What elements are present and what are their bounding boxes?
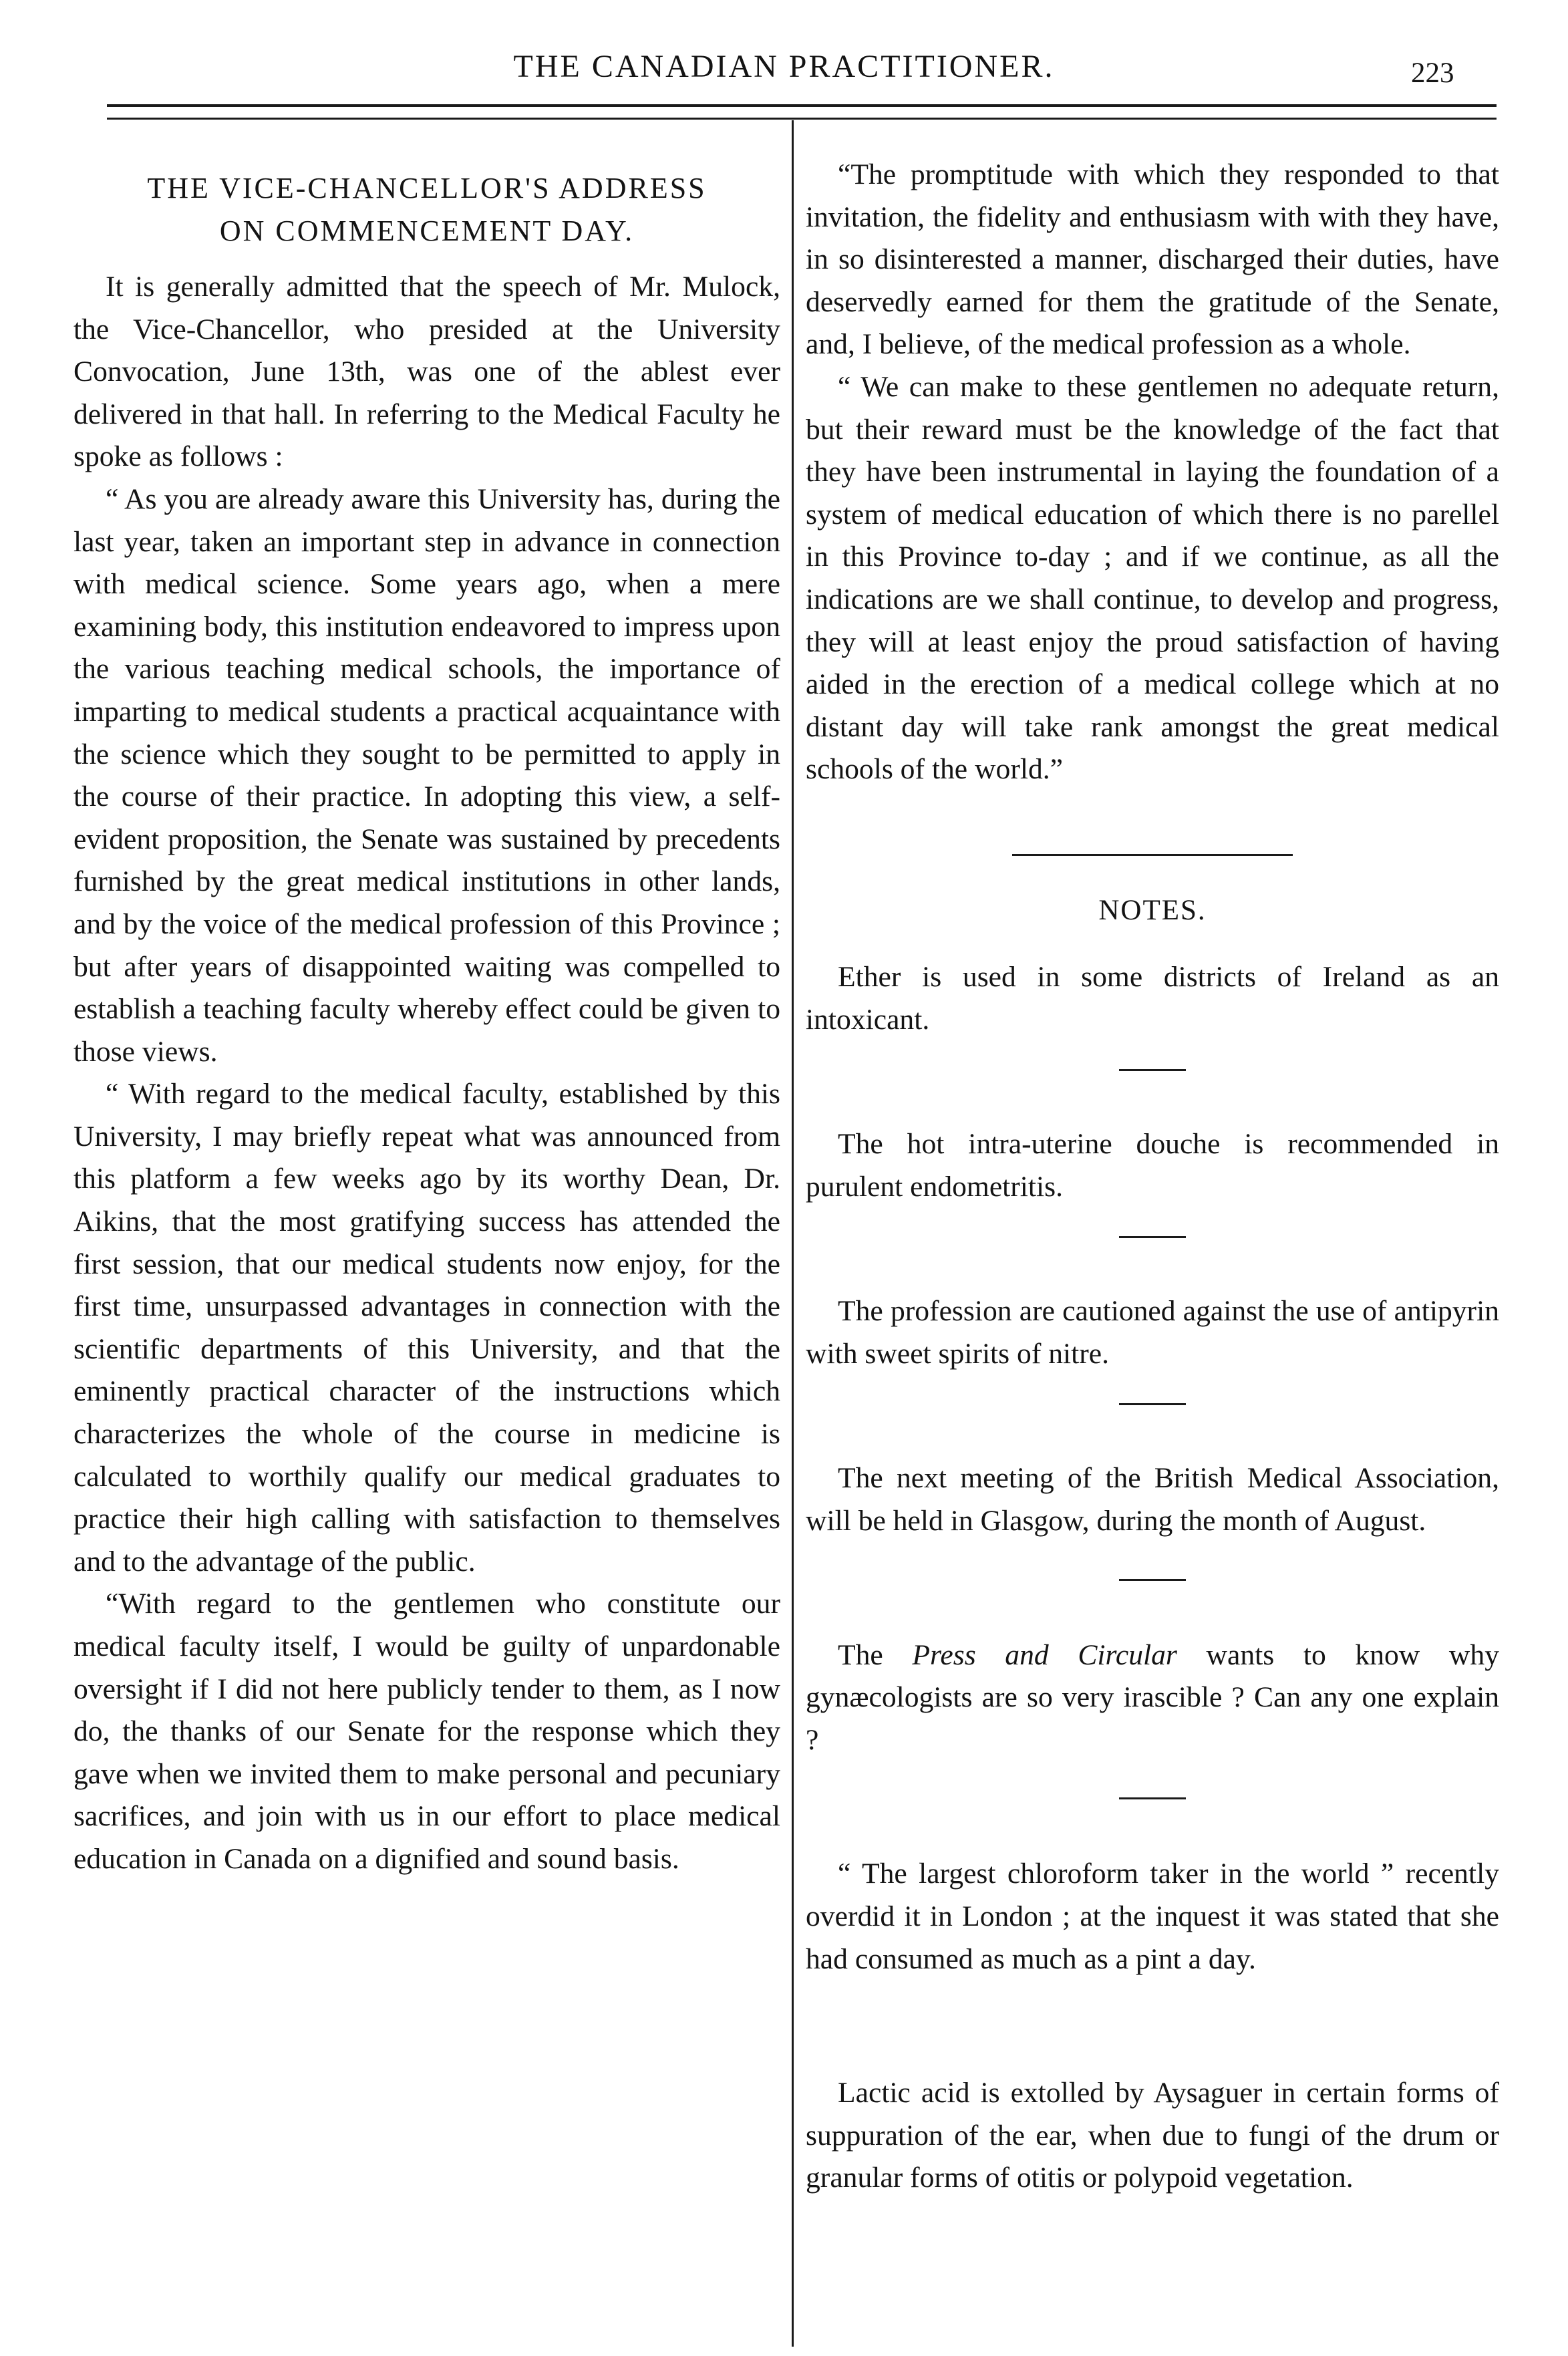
note-text <box>806 1634 1499 1762</box>
note-text: Lactic acid is extolled by Aysaguer in certain forms of suppuration of the ear, when due to fungi of the drum or granular forms of otitis or polypoid vegetation. <box>806 2077 1499 2194</box>
article-paragraph: “ With regard to the medical faculty, established by this University, I may briefly repeat what was announced from this platform a few weeks ago by its worthy Dean, Dr. Aikins, that the most gratifying success has attended the first session, that our medical students now enjoy, for the first time, unsurpassed advantages in connection with the scientific departments of this University, and that the eminently practical character of the instructions which characterizes the whole of the course in medicine is calculated to worthily qualify our medical graduates to practice their high calling with satisfaction to themselves and to the advantage of the public. <box>73 1078 780 1578</box>
column-divider <box>792 120 794 2347</box>
note-item <box>806 1853 1499 1980</box>
note-item <box>806 956 1499 1041</box>
journal-name: Press and Circular <box>912 1638 1177 1671</box>
journal-title: THE CANADIAN PRACTITIONER. <box>513 49 1055 84</box>
page-number: 223 <box>1411 57 1454 89</box>
section-separator <box>1012 854 1293 856</box>
right-column <box>806 154 1499 2200</box>
article-paragraph: “ We can make to these gentlemen no adequate return, but their reward must be the knowledge of the fact that they have been instrumental in laying the foundation of a system of medical education of which there is no parellel in this Province to-day ; and if we continue, as all the indications are we shall continue, to develop and progress, they will at least enjoy the proud satisfaction of having aided in the erection of a medical college which at no distant day will take rank amongst the great medical schools of the world.” <box>806 370 1499 786</box>
note-separator <box>1119 1403 1186 1405</box>
note-text: Ether is used in some districts of Ireland as an intoxicant. <box>806 960 1499 1036</box>
note-text: “ The largest chloroform taker in the world ” recently overdid it in London ; at the inquest it was stated that she had consumed as much as a pint a day. <box>806 1858 1499 1975</box>
note-item <box>806 1290 1499 1375</box>
note-separator <box>1119 1069 1186 1071</box>
note-text: The next meeting of the British Medical Association, will be held in Glasgow, during the month of August. <box>806 1462 1499 1537</box>
article-title-line-1: THE VICE-CHANCELLOR'S ADDRESS <box>147 172 707 204</box>
notes-heading: NOTES. <box>1098 894 1207 926</box>
left-column <box>73 154 780 1881</box>
note-item <box>806 1457 1499 1542</box>
article-title <box>73 167 780 253</box>
note-text: The hot intra-uterine douche is recommended in purulent endometritis. <box>806 1128 1499 1203</box>
note-separator <box>1119 1579 1186 1581</box>
article-paragraph: “ As you are already aware this University has, during the last year, taken an important step in advance in connection with medical science. Some years ago, when a mere examining body, this institution endeavored to impress upon the various teaching medical schools, the importance of imparting to medical students a practical acquaintance with the science which they sought to be permitted to apply in the course of their practice. In adopting this view, a self-evident proposition, the Senate was sustained by precedents furnished by the great medical institutions in other lands, and by the voice of the medical profession of this Province ; but after years of disappointed waiting was compelled to establish a teaching faculty whereby effect could be given to those views. <box>73 482 780 1068</box>
header-rule-bottom <box>107 118 1497 120</box>
note-item <box>806 1123 1499 1208</box>
note-separator <box>1119 1797 1186 1799</box>
article-title-line-2: ON COMMENCEMENT DAY. <box>219 214 635 247</box>
note-rest: wants to know why gynæcologists are so very irascible ? Can any one explain ? <box>806 1638 1499 1756</box>
note-separator <box>1119 1236 1186 1238</box>
header-rule-top <box>107 104 1497 107</box>
article-paragraph: “With regard to the gentlemen who constitute our medical faculty itself, I would be guilty of unpardonable oversight if I did not here publicly tender to them, as I now do, the thanks of our Senate for the response which they gave when we invited them to make personal and pecuniary sacrifices, and join with us in our effort to place medical education in Canada on a dignified and sound basis. <box>73 1588 780 1875</box>
note-item <box>806 2072 1499 2200</box>
article-paragraph: “The promptitude with which they responded to that invitation, the fidelity and enthusiasm with with they have, in so disinterested a manner, discharged their duties, have deservedly earned for them the gratitude of the Senate, and, I believe, of the medical profession as a whole. <box>806 158 1499 361</box>
note-separator <box>1119 2017 1186 2019</box>
note-prefix: The <box>838 1638 883 1671</box>
note-text: The profession are cautioned against the use of antipyrin with sweet spirits of nitre. <box>806 1295 1499 1370</box>
note-item <box>806 1634 1499 1762</box>
article-paragraph: It is generally admitted that the speech of Mr. Mulock, the Vice-Chancellor, who presided at the University Convocation, June 13th, was one of the ablest ever delivered in that hall. In referring to the Medical Faculty he spoke as follows : <box>73 271 780 473</box>
